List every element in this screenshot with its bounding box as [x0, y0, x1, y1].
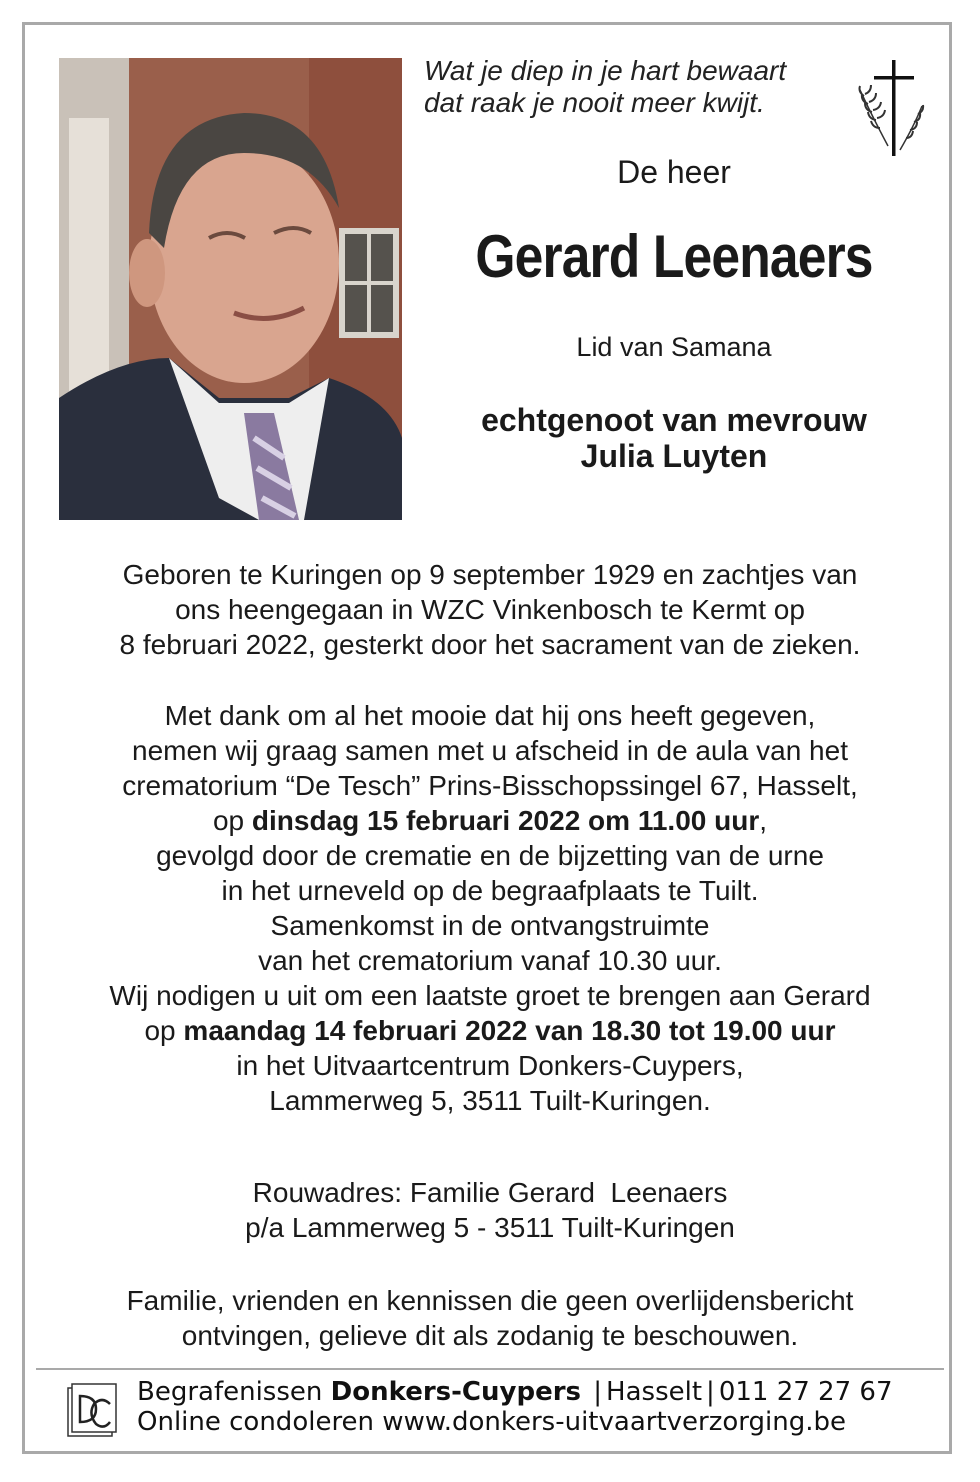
text-line: 8 februari 2022, gesterkt door het sacrament van de zieken.: [119, 629, 861, 660]
memorial-quote: [424, 55, 844, 119]
text-line: Rouwadres: Familie Gerard Leenaers: [252, 1177, 728, 1208]
text-line: crematorium “De Tesch” Prins-Bisschopssingel 67, Hasselt,: [122, 770, 858, 801]
text-line: Met dank om al het mooie dat hij ons heeft gegeven,: [164, 700, 816, 731]
separator: |: [593, 1377, 603, 1407]
text-fragment: Begrafenissen: [137, 1377, 331, 1407]
portrait-photo: [59, 58, 402, 520]
text-line: Wij nodigen u uit om een laatste groet te brengen aan Gerard: [109, 980, 871, 1011]
birth-death-paragraph: [40, 557, 940, 662]
salutation: De heer: [617, 154, 731, 190]
spouse-line: echtgenoot van mevrouw: [481, 402, 867, 438]
ceremony-paragraph: [40, 698, 940, 1118]
dc-logo: [66, 1382, 118, 1440]
notice-paragraph: [40, 1283, 940, 1353]
membership: Lid van Samana: [576, 332, 772, 362]
text-line: in het urneveld op de begraafplaats te Tuilt.: [221, 875, 759, 906]
spouse-name: Julia Luyten: [580, 438, 768, 474]
text-line: Geboren te Kuringen op 9 september 1929 en zachtjes van: [122, 559, 858, 590]
footer-divider: [36, 1368, 944, 1370]
quote-line: dat raak je nooit meer kwijt.: [424, 87, 765, 118]
text-line: p/a Lammerweg 5 - 3511 Tuilt-Kuringen: [245, 1212, 735, 1243]
spouse-info: [400, 402, 948, 474]
ceremony-date: dinsdag 15 februari 2022 om 11.00 uur: [251, 805, 760, 836]
text-line: van het crematorium vanaf 10.30 uur.: [258, 945, 722, 976]
funeral-home-name: Donkers-Cuypers: [330, 1377, 582, 1407]
visitation-date-line: [40, 1013, 940, 1048]
text-line: ontvingen, gelieve dit als zodanig te beschouwen.: [181, 1320, 799, 1351]
ceremony-date-line: [40, 803, 940, 838]
footer-phone[interactable]: 011 27 27 67: [718, 1377, 893, 1407]
text-fragment: op: [212, 805, 252, 836]
funeral-home-footer: [137, 1377, 892, 1437]
mourning-address: [40, 1175, 940, 1245]
text-line: nemen wij graag samen met u afscheid in de aula van het: [132, 735, 848, 766]
text-line: Lammerweg 5, 3511 Tuilt-Kuringen.: [269, 1085, 711, 1116]
footer-city: Hasselt: [606, 1377, 703, 1407]
footer-condolence-link[interactable]: Online condoleren www.donkers-uitvaartverzorging.be: [137, 1407, 846, 1437]
visitation-date: maandag 14 februari 2022 van 18.30 tot 19.00 uur: [183, 1015, 836, 1046]
deceased-name: Gerard Leenaers: [475, 223, 873, 290]
cross-with-wheat-icon: [852, 56, 930, 165]
text-line: in het Uitvaartcentrum Donkers-Cuypers,: [236, 1050, 744, 1081]
footer-line-1: [137, 1377, 892, 1407]
text-line: ons heengegaan in WZC Vinkenbosch te Kermt op: [175, 594, 805, 625]
text-line: Samenkomst in de ontvangstruimte: [270, 910, 710, 941]
text-line: Familie, vrienden en kennissen die geen overlijdensbericht: [126, 1285, 854, 1316]
text-fragment: op: [144, 1015, 184, 1046]
separator: |: [706, 1377, 715, 1407]
text-line: gevolgd door de crematie en de bijzetting van de urne: [156, 840, 824, 871]
text-fragment: ,: [759, 805, 768, 836]
quote-line: Wat je diep in je hart bewaart: [424, 55, 787, 86]
